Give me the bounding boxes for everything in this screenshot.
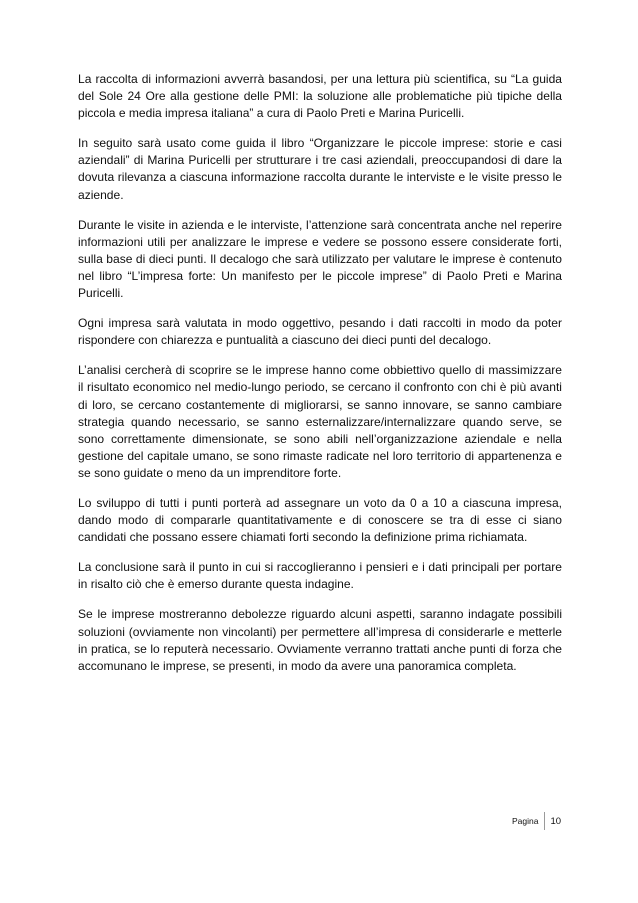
paragraph-conclusion: La conclusione sarà il punto in cui si raccoglieranno i pensieri e i dati principali per portare in risalto ciò che è emerso durante questa indagine. <box>78 560 562 592</box>
page-number: 10 <box>550 815 562 827</box>
document-body <box>78 71 562 688</box>
paragraph-analysis: L’analisi cercherà di scoprire se le imprese hanno come obbiettivo quello di massimizzare il risultato economico nel medio-lungo periodo, se cercano il confronto con chi è più avanti di loro, se cercano costantemente di migliorarsi, se sanno innovare, se sanno cambiare strategia quando necessario, se sanno esternalizzare/internalizzare quando serve, se sono correttamente dimensionate, se sono abili nell’organizzazione aziendale e nella gestione del capitale umano, se sono rimaste radicate nel loro territorio di appartenenza e se sono guidate o meno da un imprenditore forte. <box>78 363 562 480</box>
page-label: Pagina <box>512 816 539 826</box>
paragraph-guide-book: In seguito sarà usato come guida il libro “Organizzare le piccole imprese: storie e casi aziendali” di Marina Puricelli per strutturare i tre casi aziendali, preoccupandosi di dare la dovuta rilevanza a ciascuna informazione raccolta durante le interviste e le visite presso le aziende. <box>78 136 562 202</box>
paragraph-sources: La raccolta di informazioni avverrà basandosi, per una lettura più scientifica, su “La guida del Sole 24 Ore alla gestione delle PMI: la soluzione alle problematiche più tipiche della piccola e media impresa italiana” a cura di Paolo Preti e Marina Puricelli. <box>78 72 562 121</box>
paragraph-weaknesses-strengths: Se le imprese mostreranno debolezze riguardo alcuni aspetti, saranno indagate possibili soluzioni (ovviamente non vincolanti) per permettere all’impresa di considerarle e metterle in pratica, se lo reputerà necessario. Ovviamente verranno trattati anche punti di forza che accomunano le imprese, se presenti, in modo da avere una panoramica completa. <box>78 607 562 673</box>
paragraph-scoring: Lo sviluppo di tutti i punti porterà ad assegnare un voto da 0 a 10 a ciascuna impresa, dando modo di compararle quantitativamente e di conoscere se tra di esse ci siano candidati che possano essere chiamati forti secondo la definizione prima richiamata. <box>78 495 562 545</box>
page-footer <box>512 812 561 830</box>
paragraph-evaluation: Ogni impresa sarà valutata in modo oggettivo, pesando i dati raccolti in modo da poter rispondere con chiarezza e puntualità a ciascuno dei dieci punti del decalogo. <box>78 316 562 348</box>
paragraph-visits-interviews: Durante le visite in azienda e le interviste, l’attenzione sarà concentrata anche nel reperire informazioni utili per analizzare le imprese e vedere se possono essere considerate forti, sulla base di dieci punti. Il decalogo che sarà utilizzato per valutare le imprese è contenuto nel libro “L’impresa forte: Un manifesto per le piccole imprese” di Paolo Preti e Marina Puricelli. <box>78 217 562 301</box>
